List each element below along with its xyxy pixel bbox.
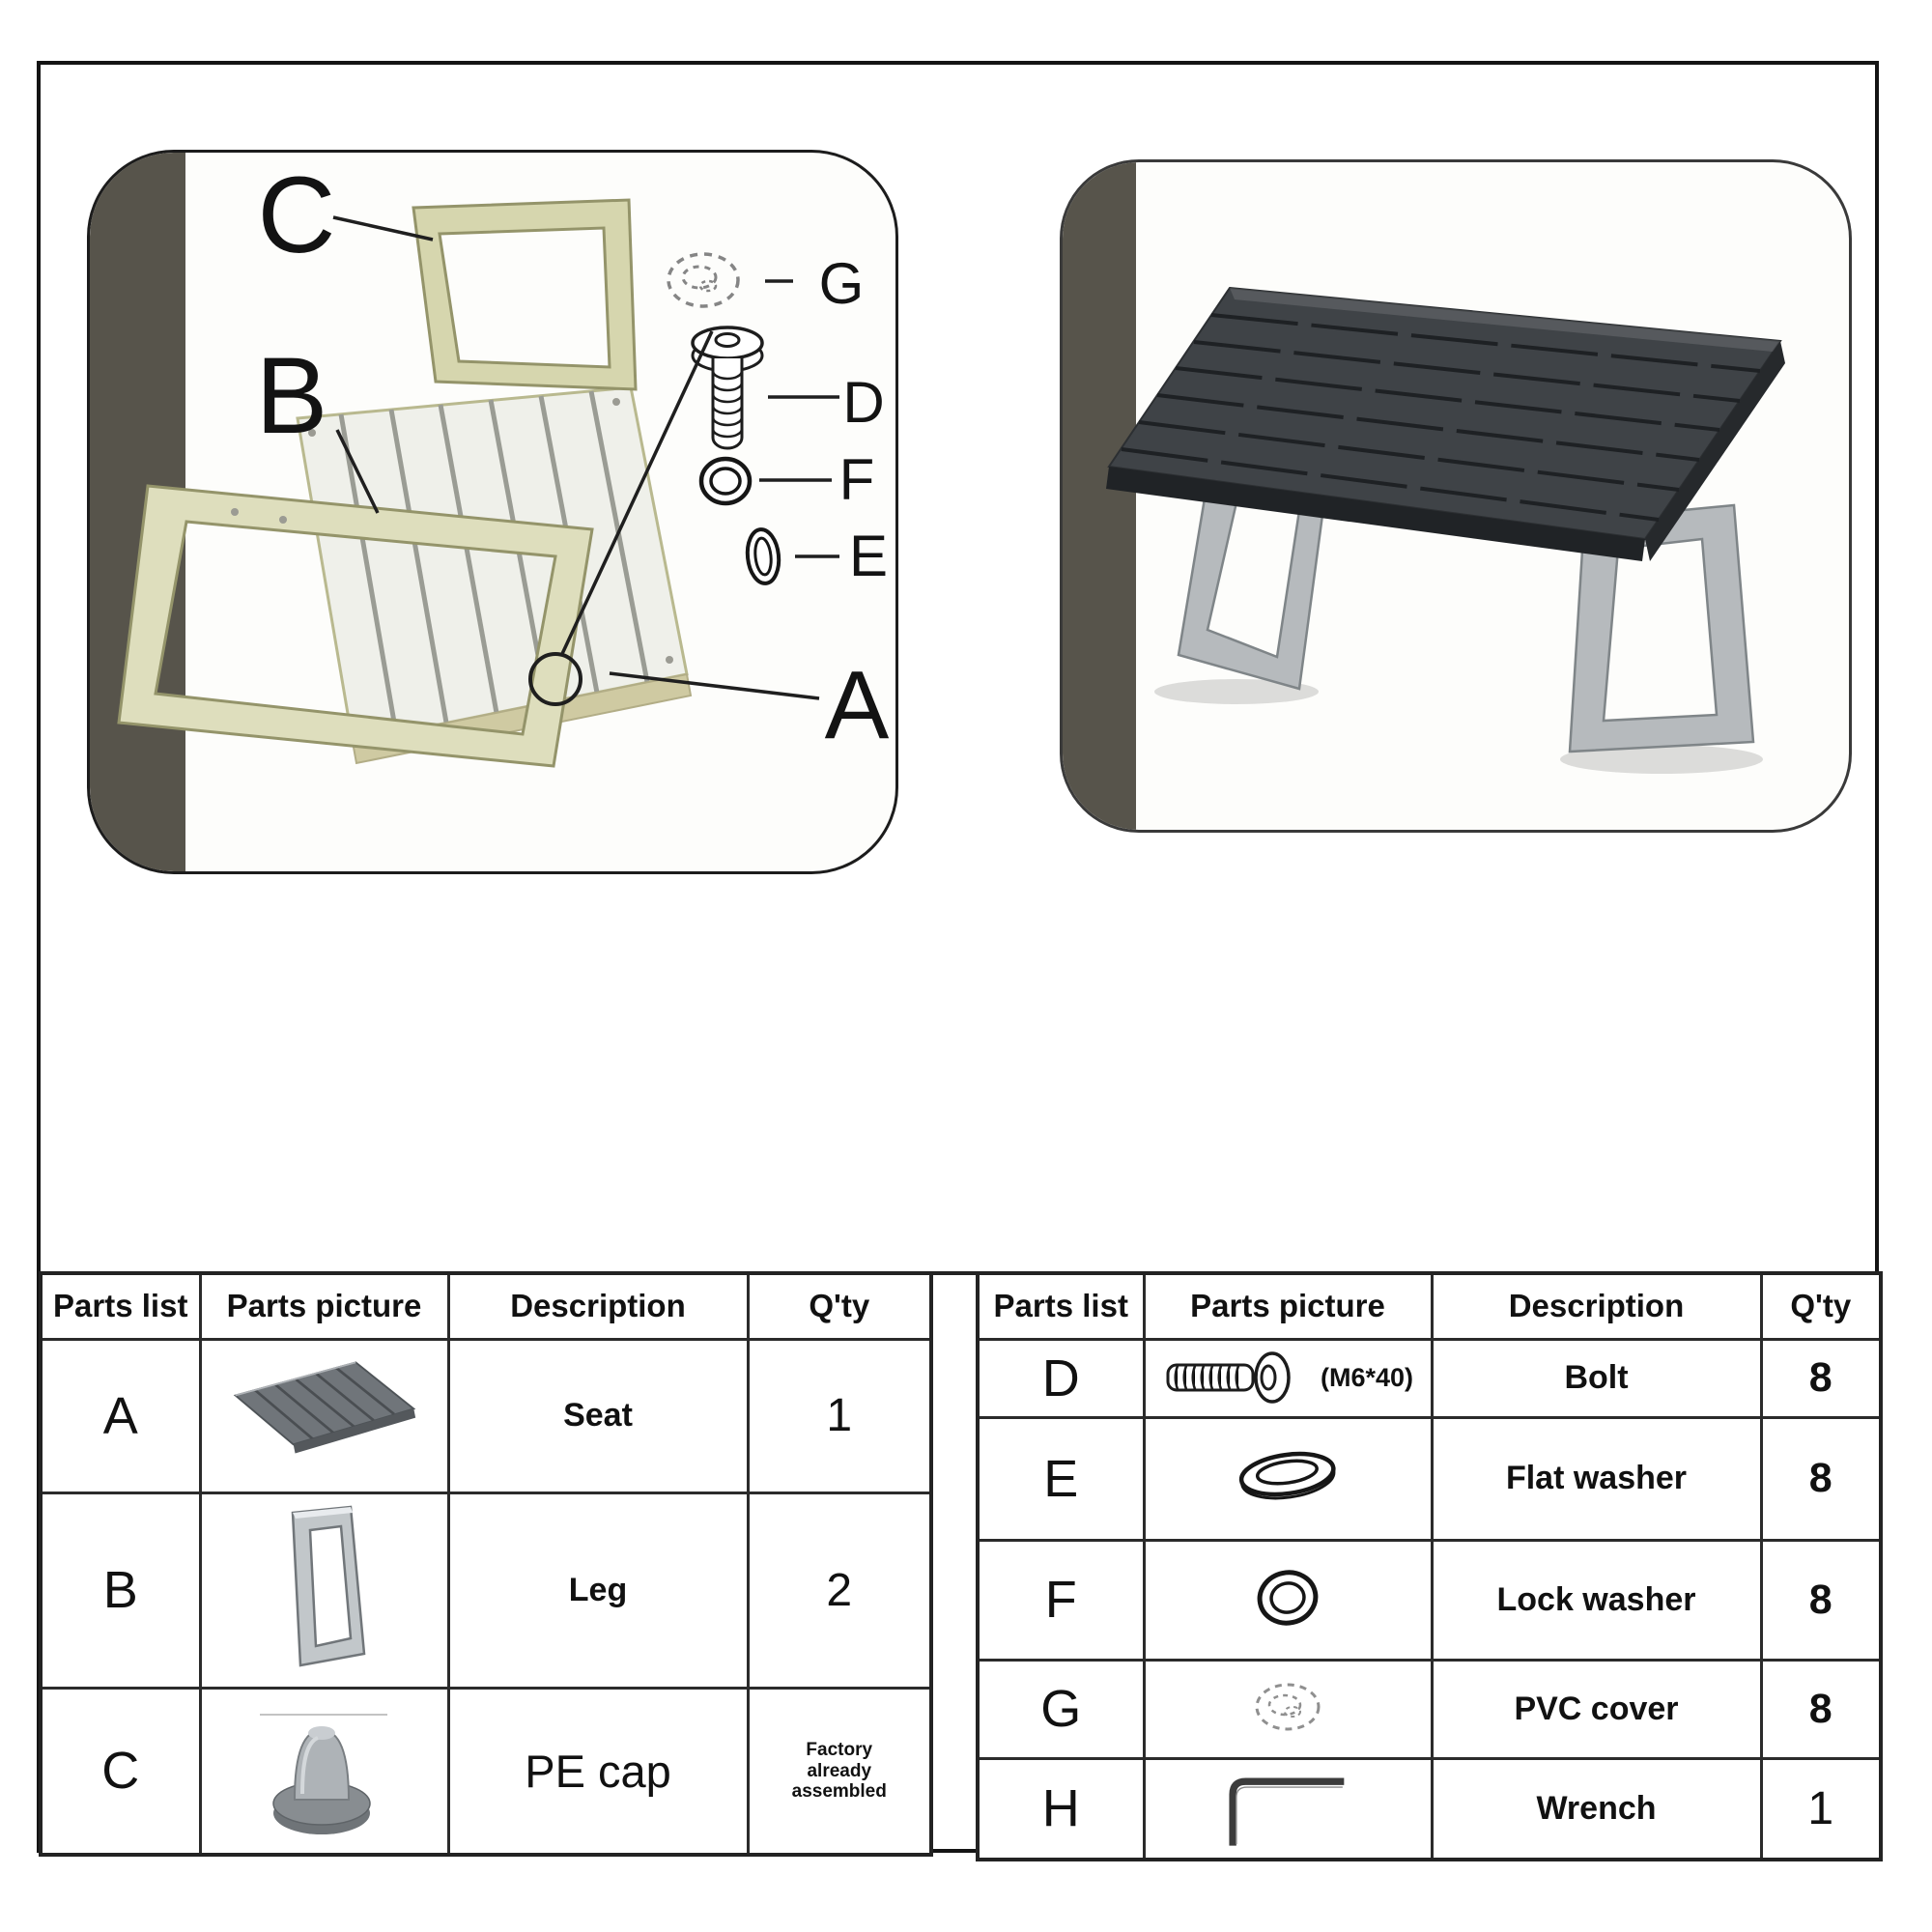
assembled-table-illustration [1063, 162, 1849, 830]
bolt-size-note: (M6*40) [1320, 1363, 1414, 1392]
qty-wrench: 1 [1761, 1758, 1881, 1860]
table-header-row [41, 1273, 931, 1339]
description-pe-cap: PE cap [448, 1688, 748, 1855]
bolt-icon [1144, 1339, 1432, 1417]
table-header-row [978, 1273, 1881, 1339]
bolt-icon [693, 327, 762, 448]
part-letter-d: D [978, 1339, 1144, 1417]
table-row [41, 1492, 931, 1688]
part-letter-f: F [978, 1540, 1144, 1660]
description-pvc-cover: PVC cover [1432, 1660, 1761, 1758]
part-letter-g: G [978, 1660, 1144, 1758]
qty-line: Factory [806, 1740, 873, 1761]
qty-seat: 1 [748, 1339, 931, 1492]
table-gap-connector [925, 1271, 980, 1275]
qty-pe-cap [748, 1688, 931, 1855]
table-row [978, 1540, 1881, 1660]
header-parts-picture: Parts picture [1144, 1273, 1432, 1339]
description-seat: Seat [448, 1339, 748, 1492]
parts-table-left [39, 1271, 933, 1857]
callout-label-a: A [824, 651, 890, 759]
qty-line: assembled [791, 1780, 887, 1802]
lock-washer-icon [1144, 1540, 1432, 1660]
callout-label-e: E [848, 524, 889, 588]
callout-label-c: C [257, 155, 336, 275]
qty-line: already [807, 1760, 872, 1781]
table-row [41, 1688, 931, 1855]
qty-bolt: 8 [1761, 1339, 1881, 1417]
part-letter-c: C [41, 1688, 200, 1855]
leg-frame-c [413, 200, 636, 389]
callout-label-d: D [842, 370, 885, 435]
part-letter-b: B [41, 1492, 200, 1688]
assembled-product-panel [1060, 159, 1852, 833]
pvc-cover-icon [1144, 1660, 1432, 1758]
pe-cap-icon [200, 1688, 448, 1855]
parts-table-right [976, 1271, 1883, 1861]
flat-washer-icon [745, 527, 781, 584]
callout-label-f: F [838, 447, 875, 512]
callout-label-g: G [818, 251, 865, 316]
table-row [978, 1417, 1881, 1540]
qty-leg: 2 [748, 1492, 931, 1688]
lock-washer-icon [701, 459, 750, 503]
part-letter-a: A [41, 1339, 200, 1492]
description-flat-washer: Flat washer [1432, 1417, 1761, 1540]
header-description: Description [1432, 1273, 1761, 1339]
leg-icon [200, 1492, 448, 1688]
description-lock-washer: Lock washer [1432, 1540, 1761, 1660]
exploded-diagram-panel [87, 150, 898, 874]
header-parts-list: Parts list [41, 1273, 200, 1339]
flat-washer-icon [1144, 1417, 1432, 1540]
table-row [978, 1758, 1881, 1860]
seat-icon [200, 1339, 448, 1492]
exploded-diagram-illustration [90, 153, 895, 871]
description-leg: Leg [448, 1492, 748, 1688]
header-qty: Q'ty [748, 1273, 931, 1339]
table-row [978, 1660, 1881, 1758]
header-parts-picture: Parts picture [200, 1273, 448, 1339]
table-row [41, 1339, 931, 1492]
description-wrench: Wrench [1432, 1758, 1761, 1860]
header-description: Description [448, 1273, 748, 1339]
qty-flat-washer: 8 [1761, 1417, 1881, 1540]
header-qty: Q'ty [1761, 1273, 1881, 1339]
description-bolt: Bolt [1432, 1339, 1761, 1417]
pvc-cover-icon [668, 254, 738, 306]
part-letter-h: H [978, 1758, 1144, 1860]
qty-lock-washer: 8 [1761, 1540, 1881, 1660]
header-parts-list: Parts list [978, 1273, 1144, 1339]
table-row [978, 1339, 1881, 1417]
wrench-icon [1144, 1758, 1432, 1860]
qty-pvc-cover: 8 [1761, 1660, 1881, 1758]
seat-photo [298, 387, 691, 763]
callout-label-b: B [255, 335, 328, 456]
part-letter-e: E [978, 1417, 1144, 1540]
